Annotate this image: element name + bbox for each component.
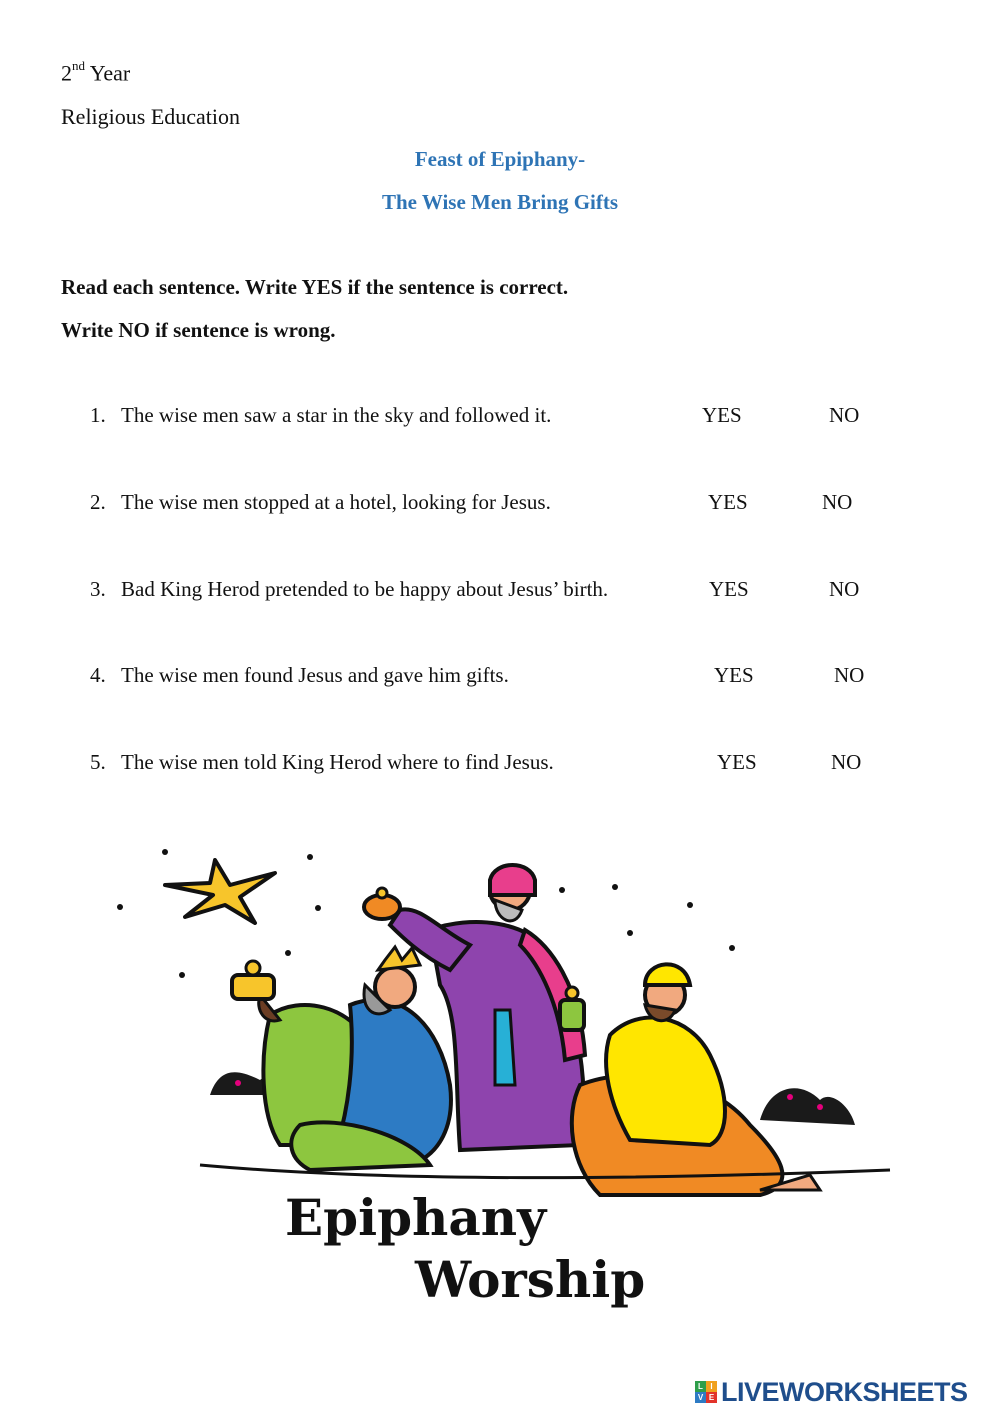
question-number: 5. xyxy=(90,750,106,774)
question-text: The wise men saw a star in the sky and followed it. xyxy=(121,403,552,427)
question-row-5 xyxy=(0,750,1000,780)
title-line-2: The Wise Men Bring Gifts xyxy=(381,190,619,214)
question-text: The wise men told King Herod where to find Jesus. xyxy=(121,750,554,774)
gift-jar-icon xyxy=(560,1000,584,1030)
instruction-line-2: Write NO if sentence is wrong. xyxy=(61,318,336,342)
subject-label: Religious Education xyxy=(61,104,241,129)
wise-men-illustration xyxy=(110,835,900,1325)
grade-label xyxy=(61,60,130,86)
question-row-2 xyxy=(0,490,1000,520)
no-option[interactable]: NO xyxy=(829,577,860,601)
question-row-1 xyxy=(0,403,1000,433)
wise-men-drawing xyxy=(110,835,900,1325)
question-number: 3. xyxy=(90,577,106,601)
question-row-3 xyxy=(0,577,1000,607)
yes-option[interactable]: YES xyxy=(714,663,754,687)
grade-word: Year xyxy=(89,60,131,86)
bush-right-icon xyxy=(760,1088,855,1125)
yes-option[interactable]: YES xyxy=(717,750,757,774)
illustration-caption-line-2: Worship xyxy=(415,1250,646,1309)
no-option[interactable]: NO xyxy=(831,750,862,774)
question-text: The wise men found Jesus and gave him gifts. xyxy=(121,663,509,687)
liveworksheets-text: LIVEWORKSHEETS xyxy=(721,1376,968,1407)
question-text: Bad King Herod pretended to be happy about Jesus’ birth. xyxy=(121,577,609,601)
question-text: The wise men stopped at a hotel, looking for Jesus. xyxy=(121,490,551,514)
no-option[interactable]: NO xyxy=(829,403,860,427)
no-option[interactable]: NO xyxy=(822,490,853,514)
question-row-4 xyxy=(0,663,1000,693)
question-number: 2. xyxy=(90,490,106,514)
liveworksheets-brand[interactable] xyxy=(695,1378,968,1406)
yes-option[interactable]: YES xyxy=(708,490,748,514)
question-number: 1. xyxy=(90,403,106,427)
gift-pot-icon xyxy=(232,975,274,999)
liveworksheets-logo-icon: L I V E xyxy=(695,1381,717,1403)
instruction-line-1: Read each sentence. Write YES if the sentence is correct. xyxy=(61,275,569,299)
question-number: 4. xyxy=(90,663,106,687)
sparkles-icon xyxy=(117,849,735,978)
star-icon xyxy=(165,860,275,923)
yes-option[interactable]: YES xyxy=(709,577,749,601)
grade-suffix: nd xyxy=(72,58,85,73)
title-line-1: Feast of Epiphany- xyxy=(414,147,586,171)
yes-option[interactable]: YES xyxy=(702,403,742,427)
yellow-cloak xyxy=(606,1018,725,1145)
no-option[interactable]: NO xyxy=(834,663,865,687)
grade-number: 2 xyxy=(61,60,72,86)
illustration-caption-line-1: Epiphany xyxy=(285,1188,547,1247)
